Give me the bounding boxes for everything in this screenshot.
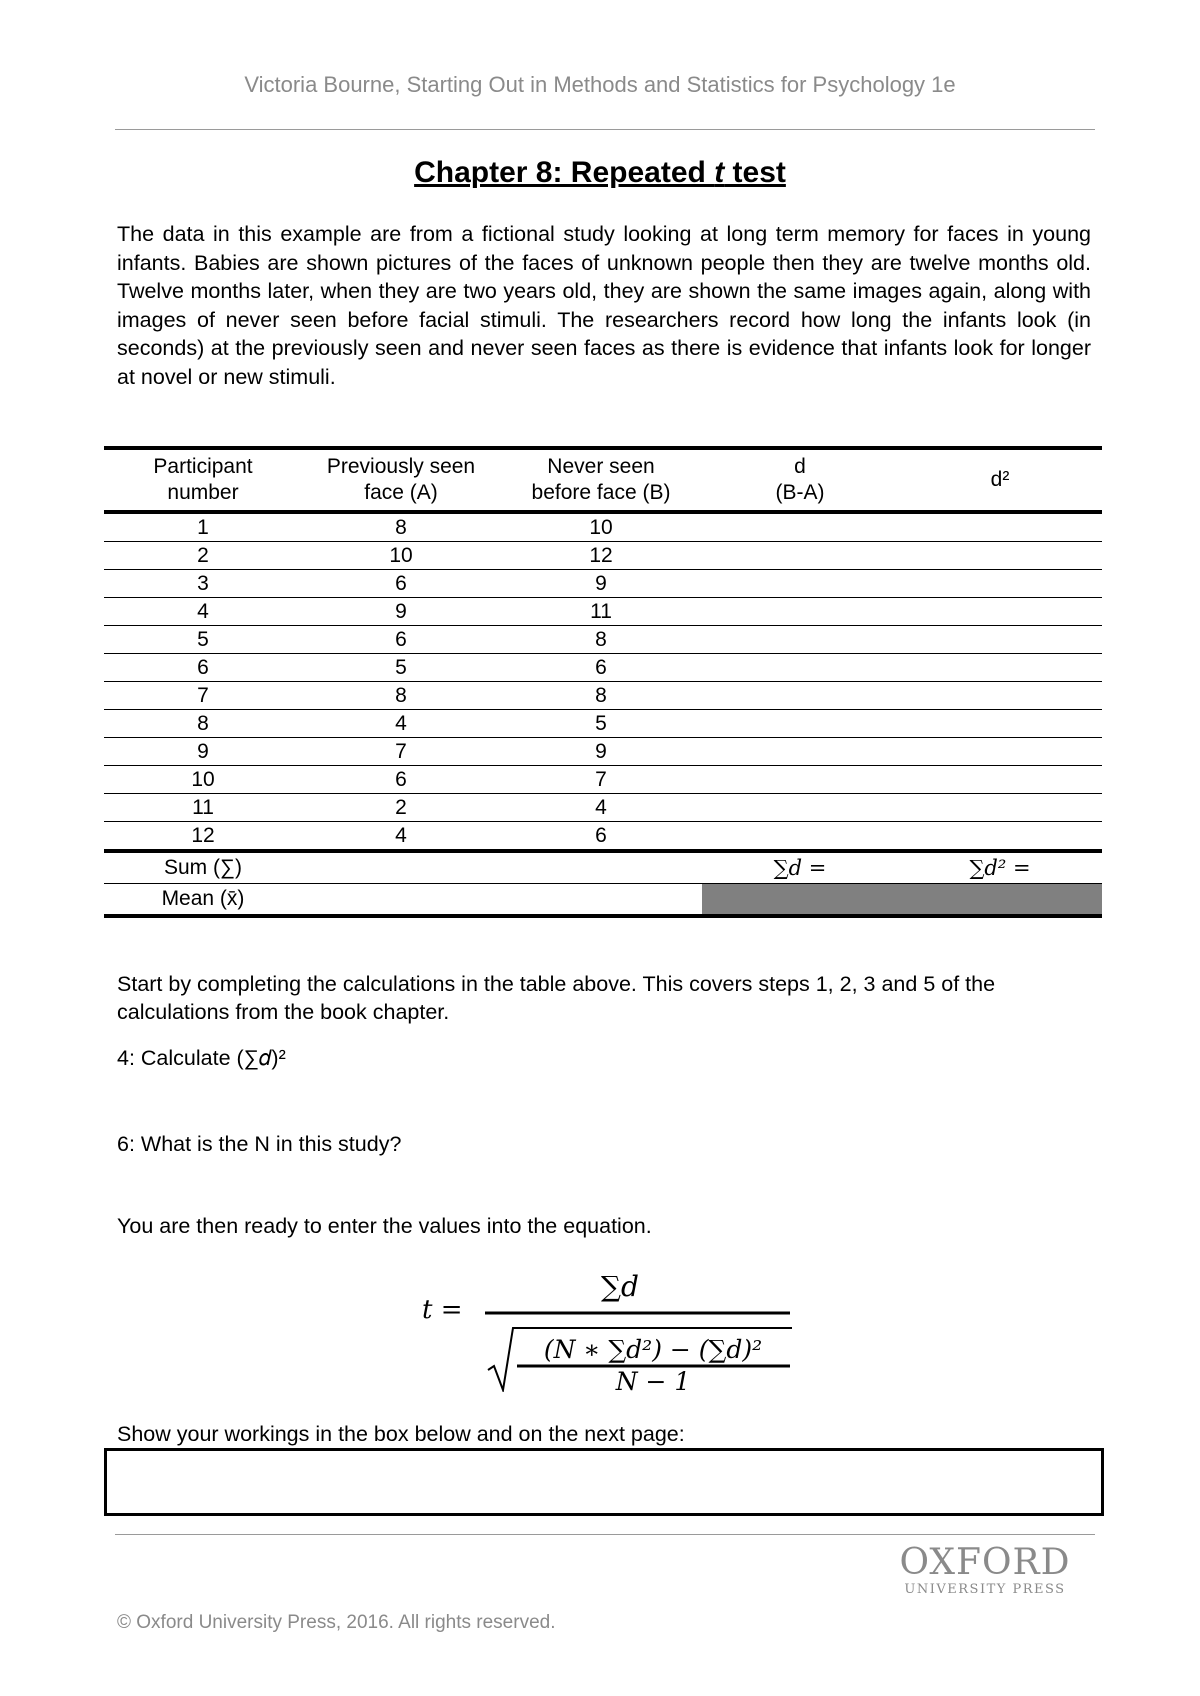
mean-d-shaded [702,884,898,917]
d-cell[interactable] [702,512,898,542]
table-row [104,794,1102,822]
table-row [104,654,1102,682]
d-squared-cell[interactable] [898,710,1102,738]
participant-cell: 12 [104,822,302,852]
mean-d2-shaded [898,884,1102,917]
participant-cell: 6 [104,654,302,682]
table-body [104,512,1102,851]
copyright-notice: © Oxford University Press, 2016. All rights reserved. [117,1612,556,1633]
d-squared-cell[interactable] [898,794,1102,822]
participant-cell: 10 [104,766,302,794]
previously-seen-cell: 8 [302,682,500,710]
header-previously-seen: Previously seen face (A) [302,448,500,512]
oxford-logo: OXFORD UNIVERSITY PRESS [899,1542,1071,1597]
table-row [104,542,1102,570]
participant-cell: 7 [104,682,302,710]
d-squared-cell[interactable] [898,766,1102,794]
table-row [104,598,1102,626]
table-row [104,710,1102,738]
participant-cell: 11 [104,794,302,822]
d-squared-cell[interactable] [898,626,1102,654]
previously-seen-cell: 6 [302,766,500,794]
table-row [104,626,1102,654]
table-row [104,682,1102,710]
t-test-formula [410,1262,810,1392]
previously-seen-cell: 6 [302,626,500,654]
d-squared-cell[interactable] [898,570,1102,598]
never-seen-cell: 9 [500,570,702,598]
workings-box[interactable] [104,1448,1104,1516]
header-participant: Participant number [104,448,302,512]
sum-b-cell[interactable] [500,851,702,884]
d-cell[interactable] [702,570,898,598]
participant-cell: 1 [104,512,302,542]
header-never-seen: Never seen before face (B) [500,448,702,512]
previously-seen-cell: 2 [302,794,500,822]
table-row [104,738,1102,766]
formula-denominator-top: (N ∗ ∑d²) − (∑d)² [543,1335,763,1364]
d-cell[interactable] [702,598,898,626]
instructions-paragraph: Start by completing the calculations in the table above. This covers steps 1, 2, 3 and 5 of the calculations from the book chapter. [117,972,996,1024]
header-divider [115,129,1095,130]
previously-seen-cell: 9 [302,598,500,626]
participant-cell: 9 [104,738,302,766]
d-cell[interactable] [702,626,898,654]
d-squared-cell[interactable] [898,822,1102,852]
previously-seen-cell: 4 [302,710,500,738]
show-workings-text: Show your workings in the box below and on the next page: [117,1422,685,1446]
previously-seen-cell: 10 [302,542,500,570]
sum-label: Sum (∑) [104,851,302,884]
d-cell[interactable] [702,766,898,794]
never-seen-cell: 12 [500,542,702,570]
d-squared-cell[interactable] [898,598,1102,626]
sum-a-cell[interactable] [302,851,500,884]
data-table [104,446,1102,918]
formula-lhs: t = [422,1295,463,1325]
header-d-squared: d² [898,448,1102,512]
never-seen-cell: 6 [500,654,702,682]
d-cell[interactable] [702,794,898,822]
sum-row [104,851,1102,884]
table-row [104,822,1102,852]
previously-seen-cell: 5 [302,654,500,682]
header-d: d (B-A) [702,448,898,512]
never-seen-cell: 11 [500,598,702,626]
table-row [104,766,1102,794]
mean-b-cell[interactable] [500,884,702,917]
never-seen-cell: 4 [500,794,702,822]
participant-cell: 5 [104,626,302,654]
d-cell[interactable] [702,738,898,766]
formula-denominator-bottom: N − 1 [615,1367,691,1392]
d-cell[interactable] [702,542,898,570]
table-header-row [104,448,1102,512]
d-cell[interactable] [702,822,898,852]
never-seen-cell: 7 [500,766,702,794]
previously-seen-cell: 6 [302,570,500,598]
step-4-text: 4: Calculate (∑𝑑)² [117,1046,286,1070]
previously-seen-cell: 8 [302,512,500,542]
never-seen-cell: 10 [500,512,702,542]
participant-cell: 8 [104,710,302,738]
never-seen-cell: 5 [500,710,702,738]
previously-seen-cell: 4 [302,822,500,852]
mean-a-cell[interactable] [302,884,500,917]
ready-text: You are then ready to enter the values into the equation. [117,1214,652,1238]
mean-label: Mean (x̄) [104,884,302,917]
step-6-text: 6: What is the N in this study? [117,1132,402,1156]
d-squared-cell[interactable] [898,654,1102,682]
never-seen-cell: 6 [500,822,702,852]
sum-d2-cell[interactable]: ∑𝑑² = [898,851,1102,884]
never-seen-cell: 9 [500,738,702,766]
d-cell[interactable] [702,710,898,738]
never-seen-cell: 8 [500,682,702,710]
never-seen-cell: 8 [500,626,702,654]
mean-row [104,884,1102,917]
d-squared-cell[interactable] [898,512,1102,542]
d-cell[interactable] [702,654,898,682]
footer-divider [115,1534,1095,1535]
sum-d-cell[interactable]: ∑𝑑 = [702,851,898,884]
d-squared-cell[interactable] [898,682,1102,710]
participant-cell: 2 [104,542,302,570]
table-row [104,512,1102,542]
running-header: Victoria Bourne, Starting Out in Methods and Statistics for Psychology 1e [244,72,956,97]
d-cell[interactable] [702,682,898,710]
page-title: Chapter 8: Repeated t test [414,156,786,189]
participant-cell: 3 [104,570,302,598]
d-squared-cell[interactable] [898,542,1102,570]
participant-cell: 4 [104,598,302,626]
previously-seen-cell: 7 [302,738,500,766]
table-row [104,570,1102,598]
intro-paragraph: The data in this example are from a fictional study looking at long term memory for faces in young infants. Babies are shown pictures of the faces of unknown people then they are twelve months old. Twelve months later, when they are two years old, they are shown the same images again, along with images of never seen before facial stimuli. The researchers record how long the infants look (in seconds) at the previously seen and never seen faces as there is evidence that infants look for longer at novel or new stimuli. [117,222,1091,389]
formula-numerator: ∑d [601,1270,639,1303]
d-squared-cell[interactable] [898,738,1102,766]
